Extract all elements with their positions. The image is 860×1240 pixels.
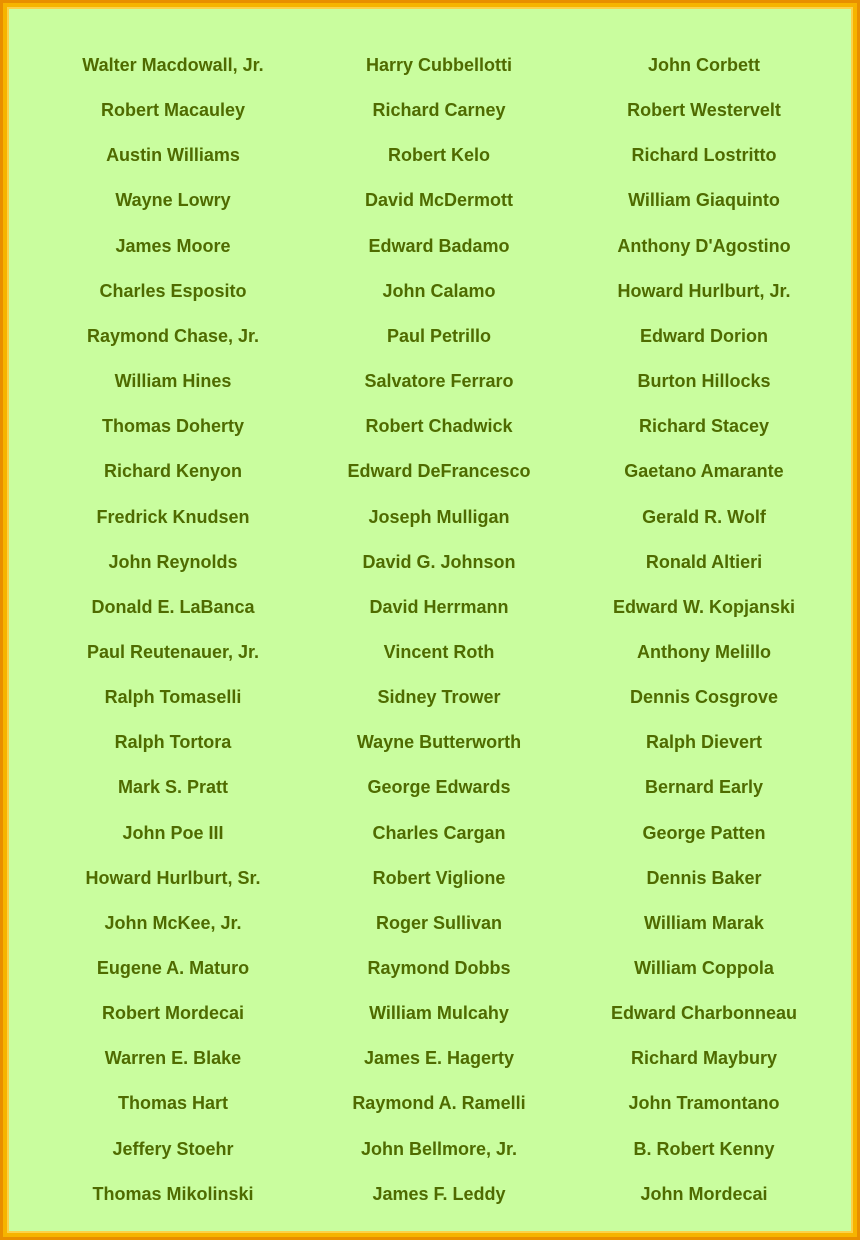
name-entry: James E. Hagerty — [363, 1048, 515, 1069]
name-entry: Walter Macdowall, Jr. — [82, 55, 264, 75]
names-grid — [9, 9, 859, 1239]
name-entry: John Corbett — [648, 55, 760, 75]
name-entry: Mark S. Pratt — [117, 777, 229, 798]
name-row — [9, 548, 859, 576]
name-row — [9, 457, 859, 485]
name-entry: David G. Johnson — [362, 551, 516, 572]
name-entry: Anthony Melillo — [637, 641, 771, 662]
name-entry: Gerald R. Wolf — [642, 506, 766, 527]
name-entry: John Bellmore, Jr. — [360, 1138, 518, 1159]
name-entry: David Herrmann — [369, 596, 509, 617]
name-entry: Raymond A. Ramelli — [352, 1093, 526, 1114]
name-entry: Harry Cubbellotti — [365, 55, 512, 75]
name-entry: Thomas Mikolinski — [92, 1183, 254, 1204]
name-entry: William Mulcahy — [369, 1003, 509, 1024]
name-entry: James F. Leddy — [372, 1183, 506, 1204]
name-row — [9, 96, 859, 124]
name-entry: Eugene A. Maturo — [96, 958, 250, 978]
name-entry: William Coppola — [634, 958, 774, 978]
name-entry: Robert Viglione — [372, 867, 506, 888]
name-row — [9, 999, 859, 1027]
name-entry: Howard Hurlburt, Sr. — [85, 867, 261, 888]
name-row — [9, 1044, 859, 1072]
name-row — [9, 954, 859, 982]
name-entry: Thomas Doherty — [101, 416, 245, 437]
name-entry: B. Robert Kenny — [633, 1138, 775, 1159]
name-entry: Robert Westervelt — [627, 100, 781, 121]
name-entry: Salvatore Ferraro — [364, 371, 514, 392]
name-row — [9, 503, 859, 531]
name-entry: John Mordecai — [640, 1183, 768, 1204]
name-row — [9, 638, 859, 666]
names-panel — [7, 7, 853, 1233]
name-entry: Warren E. Blake — [104, 1048, 242, 1069]
name-entry: Dennis Baker — [646, 867, 762, 888]
name-entry: William Marak — [644, 912, 764, 933]
name-entry: Joseph Mulligan — [368, 506, 510, 527]
name-row — [9, 141, 859, 169]
name-entry: Richard Maybury — [630, 1048, 778, 1069]
name-entry: John Reynolds — [108, 551, 238, 572]
name-entry: Jeffery Stoehr — [112, 1138, 234, 1159]
name-entry: Howard Hurlburt, Jr. — [617, 280, 791, 301]
name-entry: Ralph Dievert — [645, 732, 763, 753]
name-row — [9, 864, 859, 892]
name-row — [9, 186, 859, 214]
name-row — [9, 367, 859, 395]
name-row — [9, 232, 859, 260]
name-entry: Sidney Trower — [377, 687, 501, 708]
name-entry: Robert Mordecai — [101, 1003, 245, 1024]
name-entry: Robert Chadwick — [365, 416, 513, 437]
name-entry: Edward W. Kopjanski — [612, 596, 796, 617]
name-entry: Ralph Tomaselli — [104, 687, 242, 708]
name-entry: Anthony D'Agostino — [617, 235, 791, 256]
name-entry: Richard Lostritto — [631, 145, 777, 166]
name-row — [9, 1089, 859, 1117]
name-entry: Thomas Hart — [117, 1093, 229, 1114]
name-row — [9, 1135, 859, 1163]
name-entry: George Patten — [642, 822, 766, 843]
name-entry: William Hines — [114, 371, 232, 392]
name-row — [9, 683, 859, 711]
name-entry: Edward Charbonneau — [610, 1003, 798, 1024]
name-entry: John Tramontano — [628, 1093, 780, 1114]
name-entry: Raymond Dobbs — [367, 958, 511, 978]
name-row — [9, 1180, 859, 1208]
name-entry: Vincent Roth — [383, 641, 495, 662]
name-entry: Edward DeFrancesco — [347, 461, 531, 482]
name-entry: Richard Stacey — [638, 416, 770, 437]
name-entry: Fredrick Knudsen — [96, 506, 250, 527]
name-row — [9, 909, 859, 937]
name-entry: Burton Hillocks — [637, 371, 771, 392]
name-row — [9, 51, 859, 79]
name-entry: James Moore — [115, 235, 231, 256]
name-entry: John Poe III — [122, 822, 224, 843]
name-entry: Charles Cargan — [372, 822, 506, 843]
name-entry: Raymond Chase, Jr. — [86, 325, 260, 346]
name-entry: Paul Reutenauer, Jr. — [86, 641, 260, 662]
name-entry: Edward Dorion — [639, 325, 768, 346]
name-row — [9, 322, 859, 350]
name-row — [9, 412, 859, 440]
name-row — [9, 773, 859, 801]
name-entry: Wayne Butterworth — [356, 732, 522, 753]
name-entry: Donald E. LaBanca — [91, 596, 255, 617]
name-entry: Edward Badamo — [368, 235, 510, 256]
name-entry: Ralph Tortora — [114, 732, 232, 753]
name-entry: Ronald Altieri — [645, 551, 763, 572]
name-entry: Dennis Cosgrove — [629, 687, 779, 708]
name-entry: Austin Williams — [106, 145, 240, 166]
name-entry: Gaetano Amarante — [624, 461, 784, 482]
name-entry: Charles Esposito — [99, 280, 247, 301]
name-entry: Paul Petrillo — [386, 325, 492, 346]
name-entry: Wayne Lowry — [115, 190, 231, 211]
name-entry: Richard Kenyon — [103, 461, 243, 482]
name-row — [9, 277, 859, 305]
name-entry: David McDermott — [364, 190, 514, 211]
name-entry: John Calamo — [382, 280, 496, 301]
name-row — [9, 819, 859, 847]
name-row — [9, 593, 859, 621]
name-row — [9, 728, 859, 756]
name-entry: John McKee, Jr. — [104, 912, 242, 933]
name-entry: Roger Sullivan — [375, 912, 503, 933]
name-entry: George Edwards — [367, 777, 511, 798]
name-entry: Robert Macauley — [100, 100, 246, 121]
name-entry: Bernard Early — [644, 777, 764, 798]
name-entry: Richard Carney — [372, 100, 506, 121]
name-entry: William Giaquinto — [628, 190, 780, 211]
name-entry: Robert Kelo — [387, 145, 490, 166]
